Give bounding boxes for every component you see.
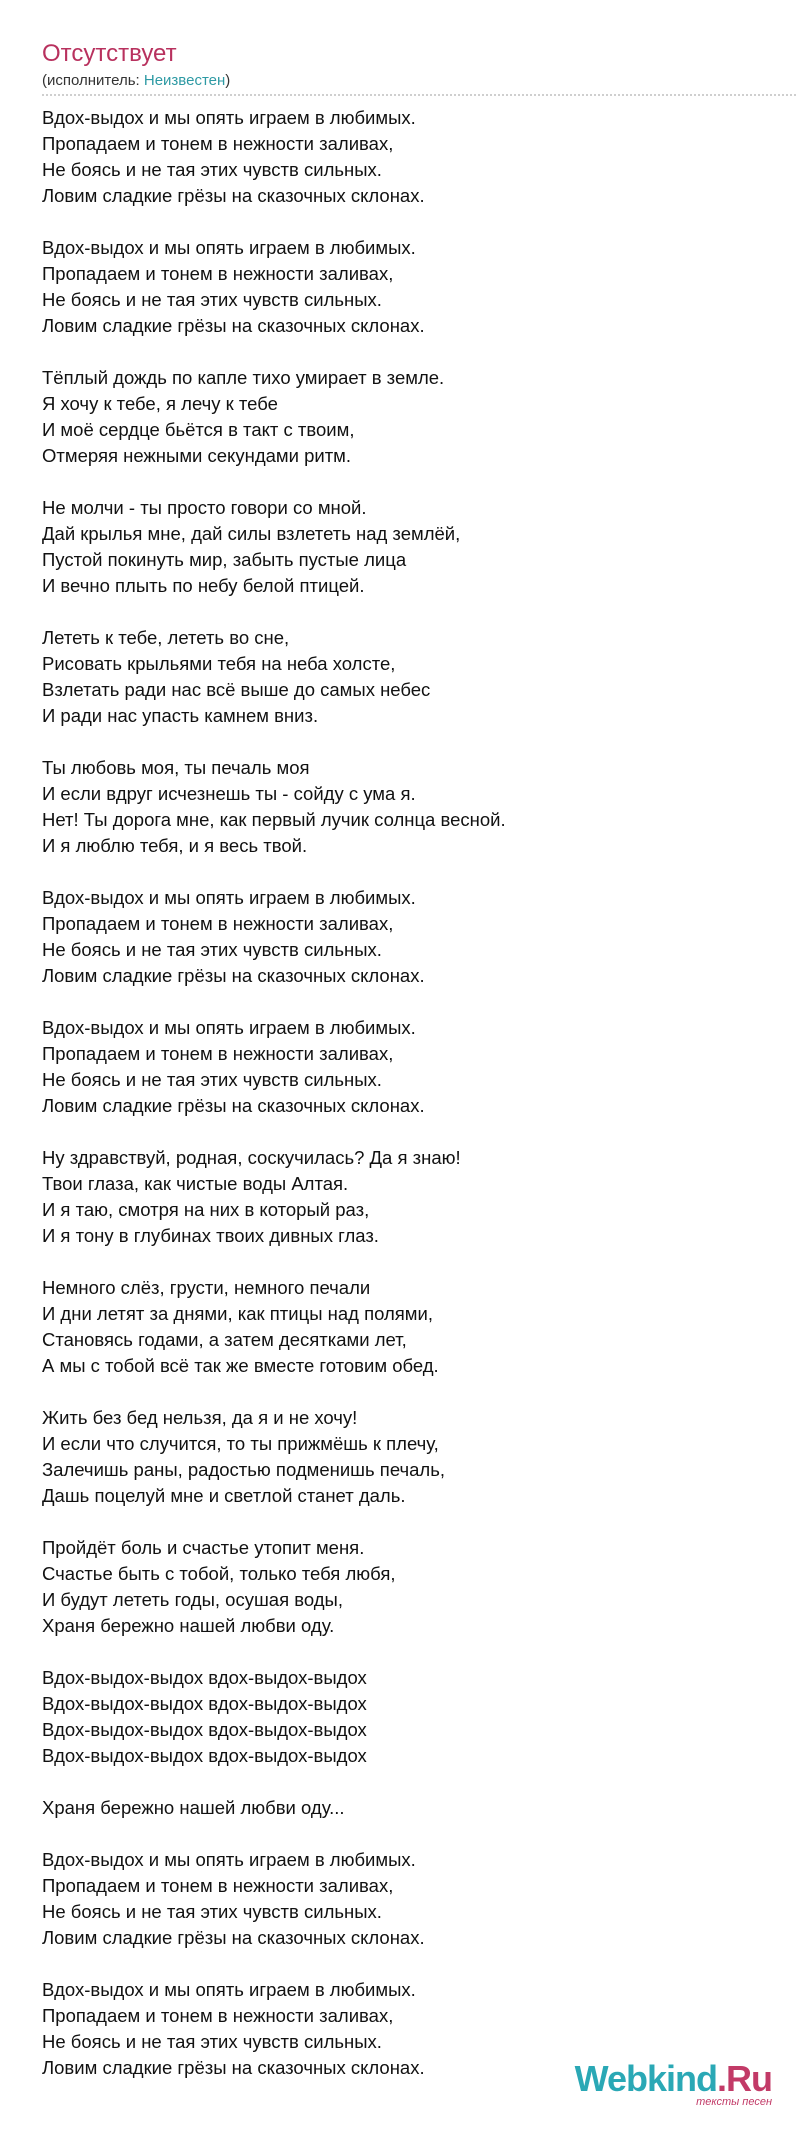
lyric-line: Пустой покинуть мир, забыть пустые лица	[42, 549, 407, 570]
lyric-line: Ловим сладкие грёзы на сказочных склонах.	[42, 185, 425, 206]
lyric-line: Вдох-выдох-выдох вдох-выдох-выдох	[42, 1745, 367, 1766]
lyric-line: Становясь годами, а затем десятками лет,	[42, 1329, 407, 1350]
performer-line	[42, 72, 762, 90]
lyrics-stanza	[42, 1847, 782, 1951]
lyrics-stanza	[42, 885, 782, 989]
lyric-line: Не боясь и не тая этих чувств сильных.	[42, 1069, 382, 1090]
lyric-line: Пропадаем и тонем в нежности заливах,	[42, 913, 394, 934]
lyric-line: Дашь поцелуй мне и светлой станет даль.	[42, 1485, 406, 1506]
lyrics-stanza	[42, 1535, 782, 1639]
lyric-line: Лететь к тебе, лететь во сне,	[42, 627, 290, 648]
lyric-line: Ловим сладкие грёзы на сказочных склонах.	[42, 965, 425, 986]
lyric-line: Жить без бед нельзя, да я и не хочу!	[42, 1407, 358, 1428]
watermark-tagline: тексты песен	[696, 2096, 772, 2108]
lyric-line: Вдох-выдох-выдох вдох-выдох-выдох	[42, 1667, 367, 1688]
lyric-line: И дни летят за днями, как птицы над полями,	[42, 1303, 433, 1324]
lyric-line: Взлетать ради нас всё выше до самых небес	[42, 679, 431, 700]
lyric-line: И я тону в глубинах твоих дивных глаз.	[42, 1225, 379, 1246]
lyric-line: Ловим сладкие грёзы на сказочных склонах.	[42, 2057, 425, 2078]
lyric-line: Вдох-выдох и мы опять играем в любимых.	[42, 1017, 416, 1038]
lyrics-body	[42, 105, 782, 2107]
lyric-line: И вечно плыть по небу белой птицей.	[42, 575, 365, 596]
watermark-brand: Webkind	[574, 2058, 717, 2099]
watermark-logo	[575, 2060, 772, 2098]
lyrics-stanza	[42, 1145, 782, 1249]
lyrics-stanza	[42, 755, 782, 859]
lyric-line: Пропадаем и тонем в нежности заливах,	[42, 263, 394, 284]
song-header	[42, 40, 762, 90]
lyric-line: Дай крылья мне, дай силы взлететь над землёй,	[42, 523, 461, 544]
lyric-line: Счастье быть с тобой, только тебя любя,	[42, 1563, 396, 1584]
lyric-line: И если что случится, то ты прижмёшь к плечу,	[42, 1433, 439, 1454]
performer-suffix: )	[225, 72, 231, 89]
lyrics-stanza	[42, 235, 782, 339]
lyric-line: А мы с тобой всё так же вместе готовим обед.	[42, 1355, 439, 1376]
watermark-tld: .Ru	[717, 2058, 772, 2099]
lyric-line: Храня бережно нашей любви оду.	[42, 1615, 335, 1636]
webkind-watermark	[575, 2060, 772, 2108]
lyric-line: Вдох-выдох и мы опять играем в любимых.	[42, 107, 416, 128]
lyric-line: Ловим сладкие грёзы на сказочных склонах.	[42, 1095, 425, 1116]
lyric-line: Нет! Ты дорога мне, как первый лучик солнца весной.	[42, 809, 506, 830]
lyric-line: Не молчи - ты просто говори со мной.	[42, 497, 367, 518]
lyrics-stanza	[42, 1015, 782, 1119]
lyric-line: И я таю, смотря на них в который раз,	[42, 1199, 370, 1220]
lyrics-stanza	[42, 105, 782, 209]
lyric-line: Пропадаем и тонем в нежности заливах,	[42, 1875, 394, 1896]
lyric-line: Вдох-выдох и мы опять играем в любимых.	[42, 237, 416, 258]
lyric-line: Ловим сладкие грёзы на сказочных склонах.	[42, 315, 425, 336]
lyric-line: И ради нас упасть камнем вниз.	[42, 705, 319, 726]
lyric-line: Твои глаза, как чистые воды Алтая.	[42, 1173, 349, 1194]
lyric-line: И будут лететь годы, осушая воды,	[42, 1589, 343, 1610]
lyrics-stanza	[42, 1795, 782, 1821]
lyric-line: Не боясь и не тая этих чувств сильных.	[42, 1901, 382, 1922]
lyric-line: Не боясь и не тая этих чувств сильных.	[42, 289, 382, 310]
lyric-line: Храня бережно нашей любви оду...	[42, 1797, 345, 1818]
lyric-line: Не боясь и не тая этих чувств сильных.	[42, 939, 382, 960]
lyric-line: Отмеряя нежными секундами ритм.	[42, 445, 352, 466]
lyric-line: Пропадаем и тонем в нежности заливах,	[42, 133, 394, 154]
lyric-line: Пропадаем и тонем в нежности заливах,	[42, 2005, 394, 2026]
song-title: Отсутствует	[42, 40, 177, 67]
lyrics-stanza	[42, 1665, 782, 1769]
lyric-line: Тёплый дождь по капле тихо умирает в земле.	[42, 367, 445, 388]
performer-link[interactable]: Неизвестен	[143, 72, 226, 89]
lyrics-stanza	[42, 1275, 782, 1379]
lyric-line: Ну здравствуй, родная, соскучилась? Да я знаю!	[42, 1147, 461, 1168]
lyric-line: Не боясь и не тая этих чувств сильных.	[42, 2031, 382, 2052]
lyric-line: Пропадаем и тонем в нежности заливах,	[42, 1043, 394, 1064]
lyric-line: Вдох-выдох и мы опять играем в любимых.	[42, 1849, 416, 1870]
lyric-line: Ты любовь моя, ты печаль моя	[42, 757, 310, 778]
lyric-line: Вдох-выдох-выдох вдох-выдох-выдох	[42, 1719, 367, 1740]
lyric-line: Я хочу к тебе, я лечу к тебе	[42, 393, 278, 414]
lyric-line: И если вдруг исчезнешь ты - сойду с ума я.	[42, 783, 416, 804]
performer-prefix: (исполнитель:	[42, 72, 144, 89]
lyric-line: Вдох-выдох и мы опять играем в любимых.	[42, 887, 416, 908]
lyric-line: Немного слёз, грусти, немного печали	[42, 1277, 371, 1298]
lyric-line: Рисовать крыльями тебя на неба холсте,	[42, 653, 396, 674]
lyric-line: И моё сердце бьётся в такт с твоим,	[42, 419, 355, 440]
lyrics-stanza	[42, 495, 782, 599]
lyrics-stanza	[42, 365, 782, 469]
header-divider	[42, 94, 796, 96]
lyric-line: И я люблю тебя, и я весь твой.	[42, 835, 308, 856]
lyric-line: Вдох-выдох-выдох вдох-выдох-выдох	[42, 1693, 367, 1714]
lyric-line: Ловим сладкие грёзы на сказочных склонах.	[42, 1927, 425, 1948]
lyric-line: Вдох-выдох и мы опять играем в любимых.	[42, 1979, 416, 2000]
lyrics-stanza	[42, 625, 782, 729]
lyric-line: Не боясь и не тая этих чувств сильных.	[42, 159, 382, 180]
lyric-line: Залечишь раны, радостью подменишь печаль,	[42, 1459, 445, 1480]
lyrics-stanza	[42, 1405, 782, 1509]
lyric-line: Пройдёт боль и счастье утопит меня.	[42, 1537, 365, 1558]
